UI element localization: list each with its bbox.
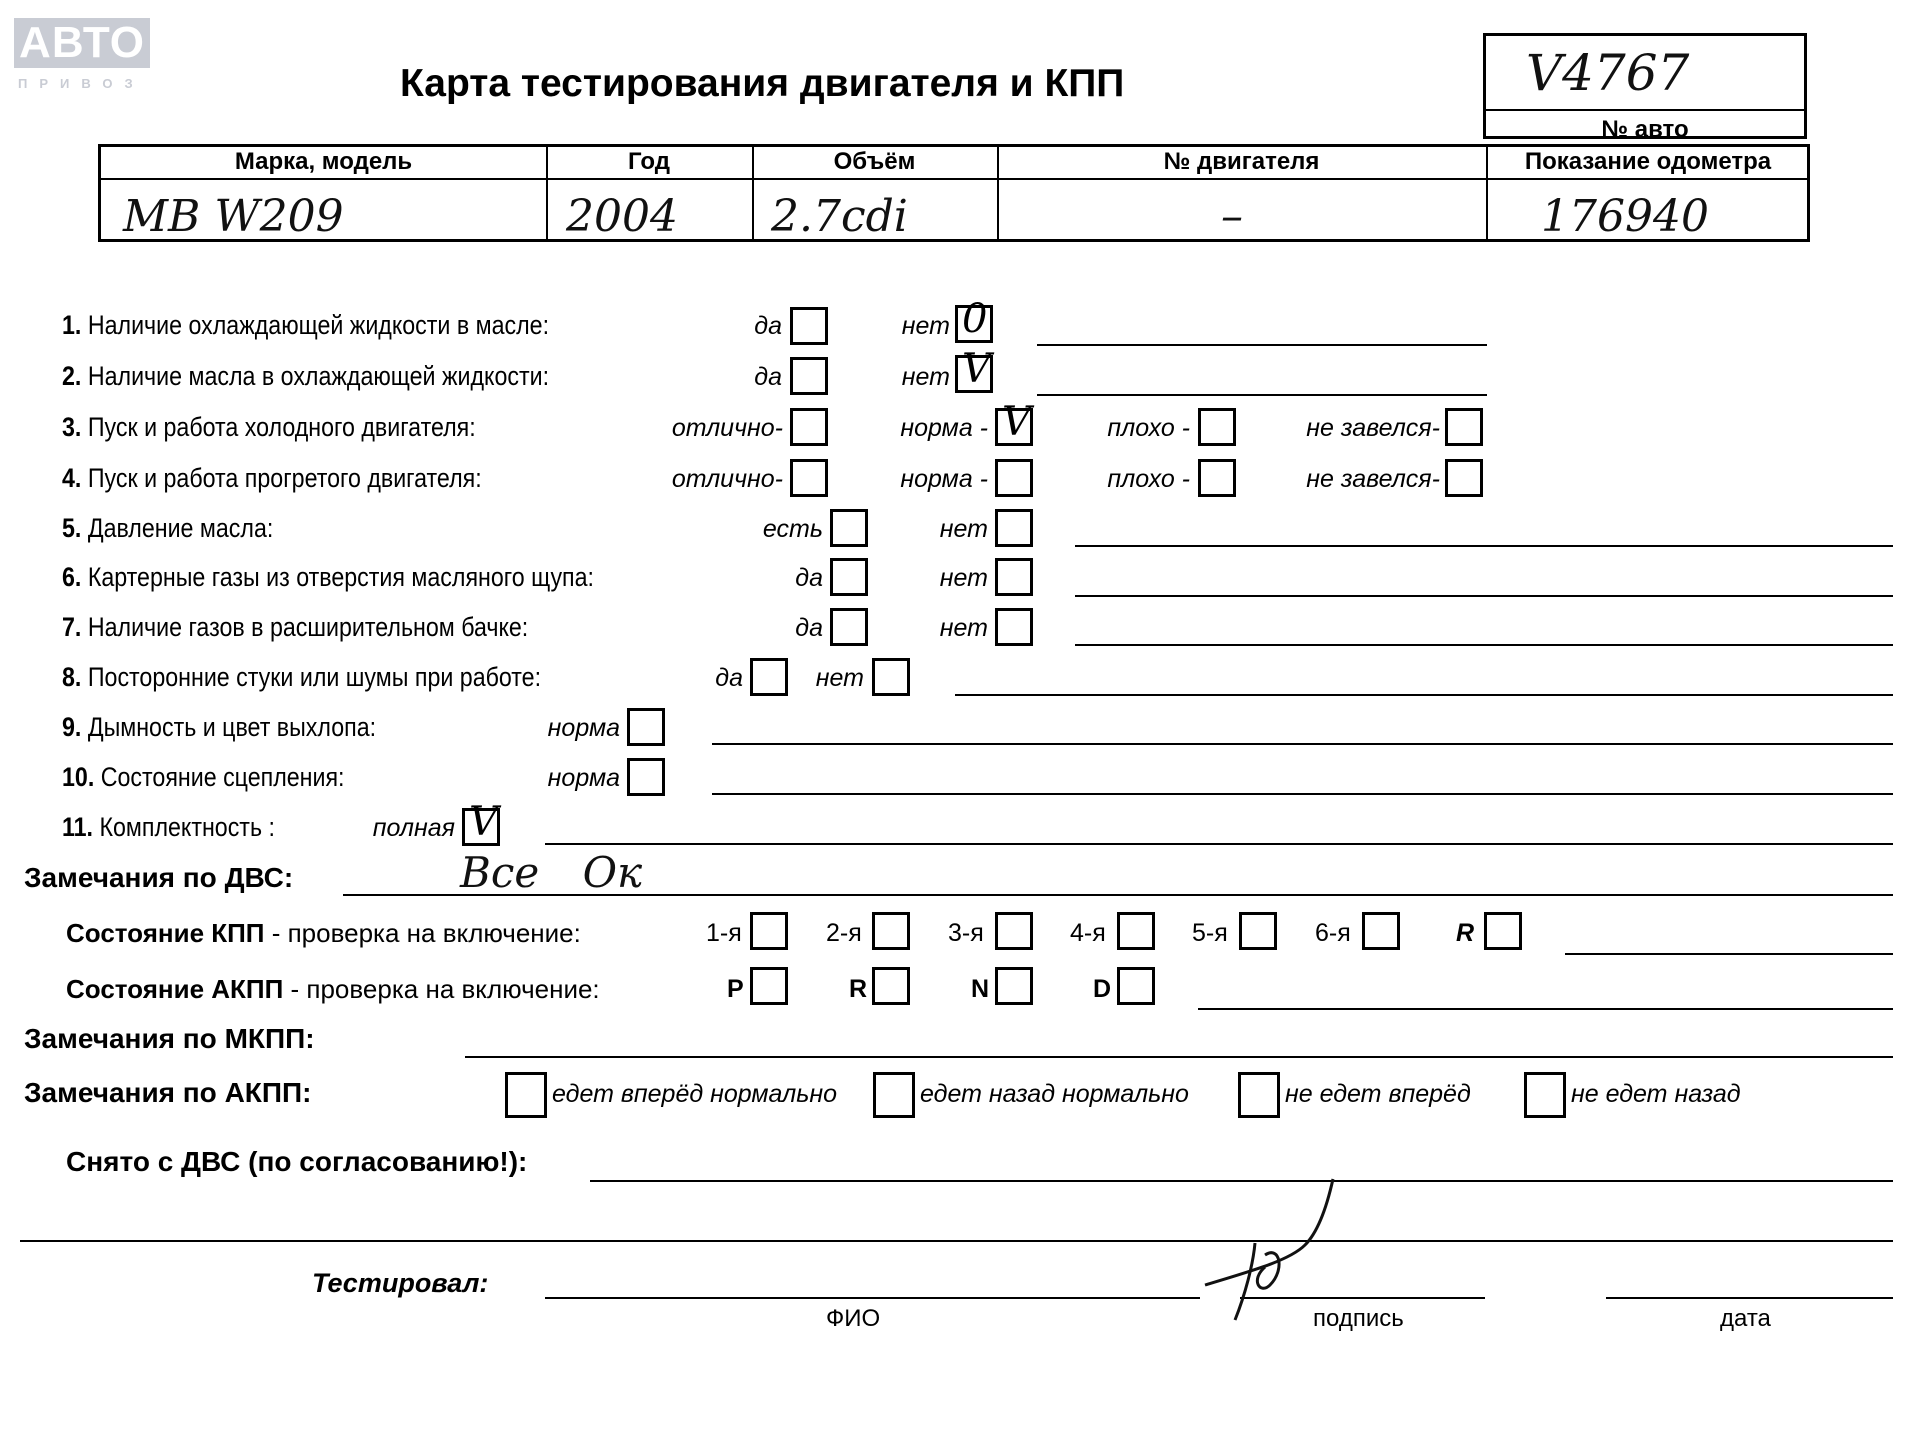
fio-caption: ФИО [826, 1305, 881, 1332]
q3-opt-excellent-label: отлично- [671, 414, 783, 442]
col-volume: Объём [833, 148, 916, 175]
question-1: 1. Наличие охлаждающей жидкости в масле: [62, 310, 550, 340]
handwritten-signature [1195, 1175, 1355, 1335]
q6-opt-no-label: нет [939, 564, 988, 592]
q4-opt-bad-label: плохо - [1107, 465, 1190, 493]
q1-opt-yes-label: да [754, 312, 782, 340]
akpp-gear-n-checkbox[interactable] [995, 967, 1033, 1005]
kpp-gear-2-label: 2-я [826, 919, 862, 947]
q6-checkbox-yes[interactable] [830, 558, 868, 596]
akpp-gear-n-label: N [971, 975, 990, 1003]
logo [14, 14, 154, 91]
fio-line[interactable] [545, 1297, 1200, 1299]
q1-checkbox-yes[interactable] [790, 307, 828, 345]
q5-opt-yes-label: есть [762, 515, 823, 543]
q3-checkbox-no-start[interactable] [1445, 408, 1483, 446]
question-8: 8. Посторонние стуки или шумы при работе: [62, 662, 542, 692]
vehicle-header-table [98, 144, 1810, 242]
q6-checkbox-no[interactable] [995, 558, 1033, 596]
q8-opt-no-label: нет [815, 664, 864, 692]
kpp-gear-5-checkbox[interactable] [1239, 912, 1277, 950]
q3-opt-no-start-label: не завелся- [1306, 414, 1440, 442]
kpp-gear-4-label: 4-я [1070, 919, 1106, 947]
q2-opt-no-label: нет [901, 363, 950, 391]
q8-opt-yes-label: да [715, 664, 743, 692]
q7-checkbox-yes[interactable] [830, 608, 868, 646]
q2-checkbox-yes[interactable] [790, 357, 828, 395]
q2-checkbox-no[interactable]: V [955, 355, 993, 393]
akpp-gear-p-checkbox[interactable] [750, 967, 788, 1005]
akpp-state-label: Состояние АКПП - проверка на включение: [66, 974, 600, 1004]
q5-checkbox-no[interactable] [995, 509, 1033, 547]
volume-value: 2.7cdi [771, 191, 908, 242]
q4-checkbox-bad[interactable] [1198, 459, 1236, 497]
q3-checkbox-normal[interactable]: V [995, 408, 1033, 446]
q1-checkbox-no[interactable]: 0 [955, 305, 993, 343]
q10-checkbox-normal[interactable] [627, 758, 665, 796]
col-make-model: Марка, модель [234, 148, 413, 175]
q4-opt-excellent-label: отлично- [671, 465, 783, 493]
kpp-gear-6-label: 6-я [1315, 919, 1351, 947]
col-odometer: Показание одометра [1524, 148, 1772, 175]
q5-checkbox-yes[interactable] [830, 509, 868, 547]
kpp-gear-r-checkbox[interactable] [1484, 912, 1522, 950]
kpp-gear-3-label: 3-я [948, 919, 984, 947]
q4-checkbox-normal[interactable] [995, 459, 1033, 497]
question-9: 9. Дымность и цвет выхлопа: [62, 712, 377, 742]
q9-opt-normal-label: норма [547, 714, 620, 742]
dvs-remarks-value: Все Ок [460, 848, 643, 897]
kpp-gear-r-label: R [1456, 919, 1475, 947]
tested-by-label: Тестировал: [312, 1268, 489, 1298]
question-3: 3. Пуск и работа холодного двигателя: [62, 412, 476, 442]
akpp-backward-ok-label: едет назад нормально [920, 1080, 1189, 1108]
make-model-value: MB W209 [123, 191, 344, 242]
question-6: 6. Картерные газы из отверстия масляного щупа: [62, 562, 595, 592]
q3-opt-bad-label: плохо - [1107, 414, 1190, 442]
kpp-gear-5-label: 5-я [1192, 919, 1228, 947]
q8-checkbox-yes[interactable] [750, 658, 788, 696]
auto-number-box [1483, 33, 1807, 143]
q4-checkbox-no-start[interactable] [1445, 459, 1483, 497]
kpp-gear-2-checkbox[interactable] [872, 912, 910, 950]
auto-number-value: V4767 [1526, 44, 1690, 102]
date-caption: дата [1720, 1305, 1771, 1332]
q8-checkbox-no[interactable] [872, 658, 910, 696]
kpp-gear-1-label: 1-я [706, 919, 742, 947]
akpp-gear-r-checkbox[interactable] [872, 967, 910, 1005]
akpp-gear-d-label: D [1093, 975, 1112, 1003]
mkpp-remarks-line[interactable] [465, 1056, 1893, 1058]
dvs-remarks-line[interactable] [343, 894, 1893, 896]
logo-text: АВТО [14, 18, 150, 68]
akpp-gear-r-label: R [849, 975, 868, 1003]
question-7: 7. Наличие газов в расширительном бачке: [62, 612, 529, 642]
akpp-no-forward-label: не едет вперёд [1285, 1080, 1471, 1108]
question-11: 11. Комплектность : [62, 812, 275, 842]
q4-opt-normal-label: норма - [900, 465, 988, 493]
mkpp-remarks-label: Замечания по МКПП: [24, 1023, 315, 1054]
q3-checkbox-excellent[interactable] [790, 408, 828, 446]
kpp-gear-6-checkbox[interactable] [1362, 912, 1400, 950]
q6-opt-yes-label: да [795, 564, 823, 592]
col-engine-number: № двигателя [1163, 148, 1320, 175]
kpp-gear-3-checkbox[interactable] [995, 912, 1033, 950]
q3-checkbox-bad[interactable] [1198, 408, 1236, 446]
akpp-backward-ok-checkbox[interactable] [873, 1072, 915, 1118]
akpp-gear-p-label: P [727, 975, 744, 1003]
q7-opt-no-label: нет [939, 614, 988, 642]
signature-caption: подпись [1313, 1305, 1404, 1332]
question-10: 10. Состояние сцепления: [62, 762, 345, 792]
dvs-remarks-label: Замечания по ДВС: [24, 862, 294, 893]
question-5: 5. Давление масла: [62, 513, 274, 543]
q7-checkbox-no[interactable] [995, 608, 1033, 646]
akpp-no-forward-checkbox[interactable] [1238, 1072, 1280, 1118]
engine-number-value: – [1221, 191, 1243, 242]
year-value: 2004 [566, 191, 678, 242]
col-year: Год [628, 148, 670, 175]
date-line[interactable] [1606, 1297, 1893, 1299]
q5-opt-no-label: нет [939, 515, 988, 543]
logo-subtext: ПРИВОЗ [18, 76, 145, 91]
q3-opt-normal-label: норма - [900, 414, 988, 442]
q7-opt-yes-label: да [795, 614, 823, 642]
kpp-gear-4-checkbox[interactable] [1117, 912, 1155, 950]
q11-opt-full-label: полная [372, 814, 455, 842]
q10-opt-normal-label: норма [547, 764, 620, 792]
kpp-gear-1-checkbox[interactable] [750, 912, 788, 950]
q11-checkbox-full[interactable]: V [462, 808, 500, 846]
akpp-forward-ok-checkbox[interactable] [505, 1072, 547, 1118]
akpp-no-backward-label: не едет назад [1571, 1080, 1741, 1108]
auto-number-label: № авто [1601, 116, 1689, 143]
removed-label: Снято с ДВС (по согласованию!): [66, 1146, 528, 1177]
akpp-remarks-label: Замечания по АКПП: [24, 1077, 312, 1108]
q4-checkbox-excellent[interactable] [790, 459, 828, 497]
q4-opt-no-start-label: не завелся- [1306, 465, 1440, 493]
question-4: 4. Пуск и работа прогретого двигателя: [62, 463, 482, 493]
q9-checkbox-normal[interactable] [627, 708, 665, 746]
page-title: Карта тестирования двигателя и КПП [400, 62, 1125, 105]
odometer-value: 176940 [1541, 191, 1709, 242]
akpp-gear-d-checkbox[interactable] [1117, 967, 1155, 1005]
kpp-state-label: Состояние КПП - проверка на включение: [66, 918, 581, 948]
q1-opt-no-label: нет [901, 312, 950, 340]
question-2: 2. Наличие масла в охлаждающей жидкости: [62, 361, 550, 391]
akpp-no-backward-checkbox[interactable] [1524, 1072, 1566, 1118]
akpp-forward-ok-label: едет вперёд нормально [552, 1080, 838, 1108]
q2-opt-yes-label: да [754, 363, 782, 391]
